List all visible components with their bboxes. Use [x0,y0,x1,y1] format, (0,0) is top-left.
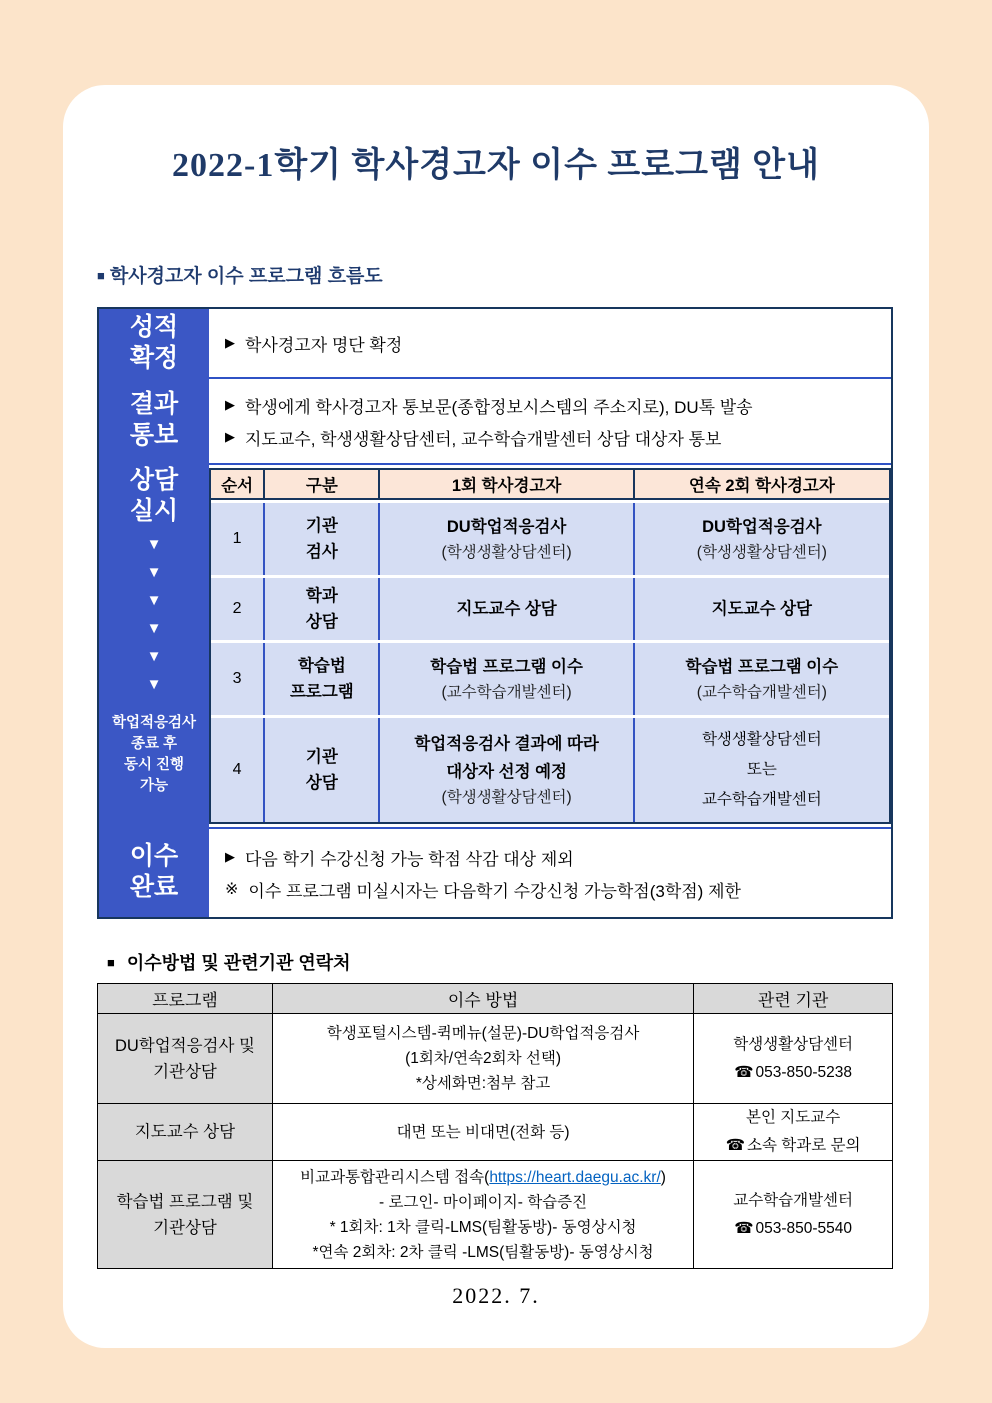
contact-table-container [97,983,893,1269]
square-bullet-icon: ■ [107,955,115,970]
triangle-right-icon: ▶ [225,335,235,350]
contact-table-row [98,1014,893,1104]
header-program: 프로그램 [98,984,273,1014]
sidebar-note-line: 종료 후 [130,736,178,752]
stage-complete-label-line1: 이수 [129,842,179,870]
stage-complete-label-line2: 완료 [129,873,179,901]
organization-cell: 교수학습개발센터 ☎ 053-850-5540 [694,1161,893,1269]
flow-notice-item [225,393,891,418]
arrow-down-icon: ▼ [146,564,162,581]
flow-row-counsel [209,463,891,827]
sidebar-note-line: 학업적응검사 [111,715,197,731]
flow-row-notice [209,377,891,463]
first-warning-cell: 학습법 프로그램 이수 (교수학습개발센터) [380,643,634,715]
sidebar-note-line: 동시 진행 [123,757,185,773]
counsel-table-row [211,503,889,575]
sidebar-note [112,713,196,797]
flow-section-heading [97,261,383,288]
counsel-table-row [211,718,889,822]
contact-table-header [98,984,893,1014]
phone-icon: ☎ [734,1219,754,1237]
stage-grade-label-line1: 성적 [129,313,179,341]
stage-counsel-label-line2: 실시 [129,497,179,525]
header-first-warning: 1회 학사경고자 [380,470,634,498]
triangle-right-icon: ▶ [225,849,235,864]
header-method: 이수 방법 [272,984,693,1014]
category-cell: 기관 상담 [265,718,380,822]
flow-arrows [147,531,162,699]
stage-grade-label [99,309,209,377]
counsel-table-row [211,578,889,640]
order-cell: 3 [211,643,265,715]
arrow-down-icon: ▼ [146,620,162,637]
second-warning-cell: 학습법 프로그램 이수 (교수학습개발센터) [685,658,839,701]
arrow-down-icon: ▼ [146,592,162,609]
category-cell: 학과 상담 [265,578,380,640]
flow-complete-text: 이수 프로그램 미실시자는 다음학기 수강신청 가능학점(3학점) 제한 [248,881,741,901]
contact-table-row [98,1161,893,1269]
arrow-down-icon: ▼ [146,676,162,693]
footer-date: 2022. 7. [452,1283,540,1308]
flow-complete-text: 다음 학기 수강신청 가능 학점 삭감 대상 제외 [245,849,574,869]
contact-section-title: 이수방법 및 관련기관 연락처 [126,953,351,973]
first-warning-cell: DU학업적응검사 (학생생활상담센터) [380,503,634,575]
flow-complete-item [225,845,891,870]
flow-notice-item [225,425,891,450]
first-warning-cell: 학업적응검사 결과에 따라 대상자 선정 예정 (학생생활상담센터) [380,718,634,822]
program-cell: 지도교수 상담 [98,1104,273,1161]
phone-icon: ☎ [734,1063,754,1081]
program-cell: 학습법 프로그램 및 기관상담 [98,1161,273,1269]
stage-counsel-label-line1: 상담 [129,466,179,494]
second-warning-cell: 학생생활상담센터 또는 교수학습개발센터 [701,731,822,808]
contact-table-row [98,1104,893,1161]
stage-counsel-label [99,463,209,827]
phone-icon: ☎ [725,1137,746,1154]
method-cell: 대면 또는 비대면(전화 등) [272,1104,693,1161]
program-cell: DU학업적응검사 및 기관상담 [98,1014,273,1104]
stage-notice-label [99,377,209,463]
triangle-right-icon: ▶ [225,429,235,444]
arrow-down-icon: ▼ [146,648,162,665]
method-cell: 학생포털시스템-퀵메뉴(설문)-DU학업적응검사 (1회차/연속2회차 선택) *상세화면:첨부 참고 [272,1014,693,1104]
document-card [63,85,929,1348]
contact-table [97,983,893,1269]
flow-complete-item [225,877,891,902]
arrow-down-icon: ▼ [146,536,162,553]
flow-content [209,309,891,917]
flow-section-title: 학사경고자 이수 프로그램 흐름도 [109,266,383,287]
header-category: 구분 [265,470,380,498]
square-bullet-icon: ■ [97,268,105,283]
heart-system-link[interactable]: https://heart.daegu.ac.kr/ [489,1168,661,1186]
flow-notice-text: 지도교수, 학생생활상담센터, 교수학습개발센터 상담 대상자 통보 [245,429,722,449]
organization-cell: 본인 지도교수 ☎ 소속 학과로 문의 [694,1104,893,1161]
order-cell: 1 [211,503,265,575]
order-cell: 2 [211,578,265,640]
flow-table [97,307,893,919]
category-cell: 기관 검사 [265,503,380,575]
triangle-right-icon: ▶ [225,397,235,412]
header-organization: 관련 기관 [694,984,893,1014]
flow-row-grade-text: 학사경고자 명단 확정 [245,335,403,355]
page-title: 2022-1학기 학사경고자 이수 프로그램 안내 [172,147,820,184]
header-second-warning: 연속 2회 학사경고자 [688,477,835,495]
category-cell: 학습법 프로그램 [265,643,380,715]
organization-cell: 학생생활상담센터 ☎ 053-850-5238 [694,1014,893,1104]
stage-complete-label [99,827,209,917]
stage-notice-label-line2: 통보 [129,421,179,449]
stage-grade-label-line2: 확정 [129,344,179,372]
counsel-table-row [211,643,889,715]
flow-notice-text: 학생에게 학사경고자 통보문(종합정보시스템의 주소지로), DU톡 발송 [245,397,753,417]
contact-section-heading [107,949,351,975]
flow-row-grade [209,309,891,377]
stage-notice-label-line1: 결과 [129,390,179,418]
counsel-table-header [211,470,889,500]
method-cell: 비교과통합관리시스템 접속(https://heart.daegu.ac.kr/) - 로그인- 마이페이지- 학습증진 * 1회차: 1차 클릭-LMS(팀활동방)- 동영상시청 *연속 2회차: 2차 클릭 -LMS(팀활동방)- 동영상시청 [272,1161,693,1269]
header-order: 순서 [211,470,265,498]
flow-row-complete [209,827,891,917]
reference-mark-icon: ※ [225,881,239,898]
sidebar-note-line: 가능 [139,778,168,794]
second-warning-cell: DU학업적응검사 (학생생활상담센터) [696,518,827,561]
second-warning-cell: 지도교수 상담 [711,600,812,618]
first-warning-cell: 지도교수 상담 [380,578,634,640]
counsel-table [209,468,891,824]
flow-sidebar [99,309,209,917]
order-cell: 4 [211,718,265,822]
